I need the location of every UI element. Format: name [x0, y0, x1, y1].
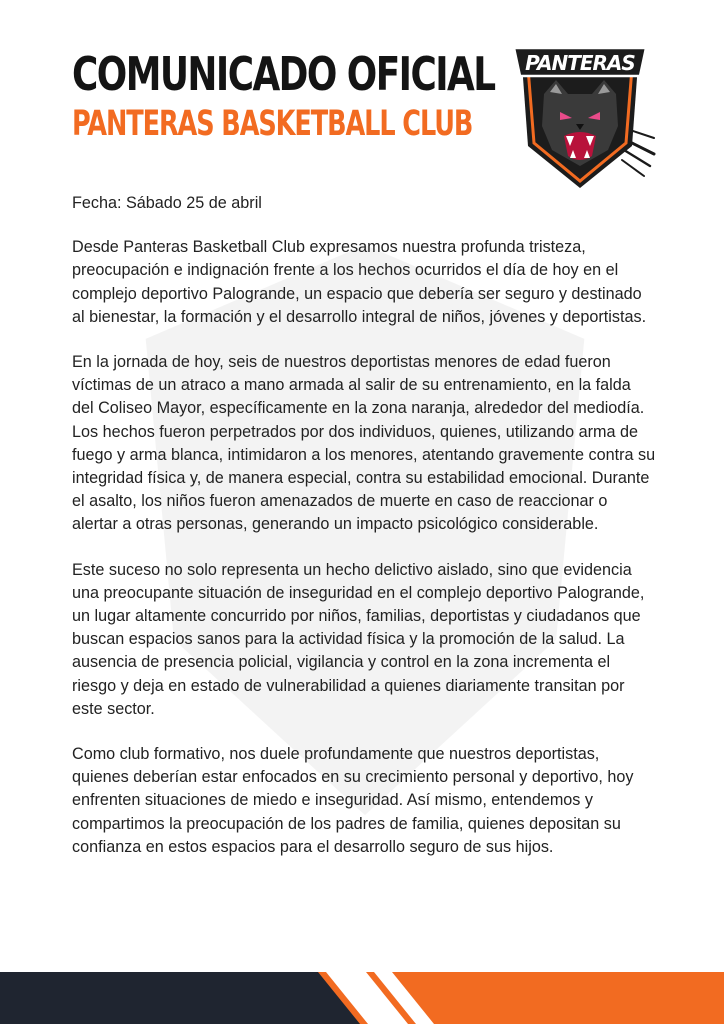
paragraph-2: En la jornada de hoy, seis de nuestros deportistas menores de edad fueron víctimas de un atraco a mano armada al salir de su entrenamiento, en la falda del Coliseo Mayor, específicamente en la zona naranja, alrededor del mediodía. Los hechos fueron perpetrados por dos individuos, quienes, utilizando arma de fuego y arma blanca, intimidaron a los menores, atentando gravemente contra su integridad física y, de manera especial, contra su estabilidad emocional. Durante el asalto, los niños fueron amenazados de muerte en caso de reaccionar o alertar a otras personas, generando un impacto psicológico considerable.	[72, 353, 656, 534]
logo-text: PANTERAS	[525, 51, 635, 75]
document-title: COMUNICADO OFICIAL	[72, 47, 495, 101]
paragraph-1: Desde Panteras Basketball Club expresamos nuestra profunda tristeza, preocupación e indignación frente a los hechos ocurridos el día de hoy en el complejo deportivo Palogrande, un espacio que debería ser seguro y destinado al bienestar, la formación y el desarrollo integral de niños, jóvenes y deportistas.	[72, 238, 647, 326]
document-body	[72, 192, 656, 881]
paragraph-4: Como club formativo, nos duele profundamente que nuestros deportistas, quienes deberían estar enfocados en su crecimiento personal y deportivo, hoy enfrenten situaciones de miedo e inseguridad. Así mismo, entendemos y compartimos la preocupación de los padres de familia, quienes depositan su confianza en estos espacios para el desarrollo seguro de sus hijos.	[72, 745, 634, 856]
footer-band	[0, 972, 724, 1024]
paragraph-3: Este suceso no solo representa un hecho delictivo aislado, sino que evidencia una preocupante situación de inseguridad en el complejo deportivo Palogrande, un lugar altamente concurrido por niños, familias, deportistas y ciudadanos que buscan espacios sanos para la actividad física y la promoción de la salud. La ausencia de presencia policial, vigilancia y control en la zona incrementa el riesgo y deja en estado de vulnerabilidad a quienes diariamente transitan por este sector.	[72, 560, 645, 718]
club-name-subtitle: PANTERAS BASKETBALL CLUB	[72, 104, 473, 144]
date-line: Fecha: Sábado 25 de abril	[72, 194, 262, 212]
document-header	[72, 48, 512, 146]
panteras-logo	[504, 42, 656, 192]
